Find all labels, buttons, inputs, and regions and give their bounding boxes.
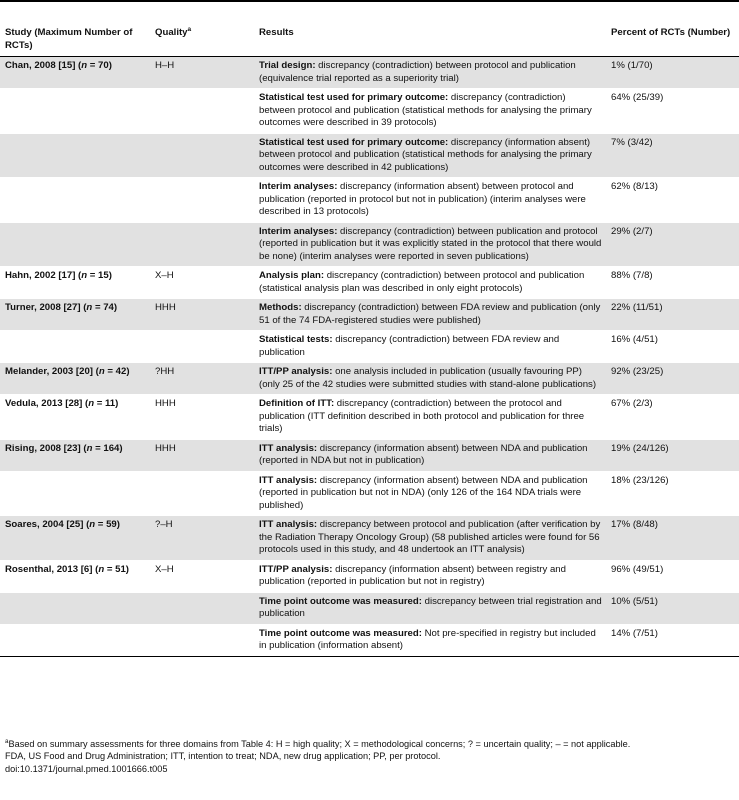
cell-study: [0, 57, 150, 89]
table-row: [0, 222, 739, 267]
result-heading: Interim analyses:: [259, 181, 338, 192]
cell-results: [254, 592, 606, 624]
study-n-symbol: n: [88, 398, 95, 409]
result-text: discrepancy (contradiction) between FDA review and publication: [259, 334, 560, 358]
study-n-value: = 164): [92, 442, 123, 454]
cell-results: [254, 395, 606, 440]
cell-percent: 18% (23/126): [606, 471, 739, 516]
cell-quality: [150, 624, 254, 656]
result-heading: Time point outcome was measured:: [259, 627, 422, 639]
result-heading: Statistical test used for primary outcome:: [259, 136, 449, 148]
result-heading: ITT analysis:: [259, 519, 318, 530]
cell-study: [0, 178, 150, 223]
table-footnotes: [5, 738, 735, 775]
cell-results: [254, 299, 606, 331]
cell-study: [0, 133, 150, 178]
cell-percent: 7% (3/42): [606, 133, 739, 178]
result-heading: ITT/PP analysis:: [259, 563, 333, 575]
result-heading: Time point outcome was measured:: [259, 595, 422, 607]
cell-quality: ?HH: [150, 363, 254, 395]
cell-percent: 29% (2/7): [606, 222, 739, 267]
cell-percent: 96% (49/51): [606, 560, 739, 592]
header-quality: [150, 24, 254, 57]
result-heading: Methods:: [259, 302, 302, 313]
cell-quality: [150, 331, 254, 363]
table-row: [0, 624, 739, 656]
result-heading: Interim analyses:: [259, 225, 338, 237]
table-row: [0, 395, 739, 440]
cell-quality: [150, 89, 254, 134]
cell-study: [0, 222, 150, 267]
table-row: [0, 363, 739, 395]
cell-results: [254, 89, 606, 134]
result-heading: Definition of ITT:: [259, 398, 335, 409]
cell-results: [254, 516, 606, 561]
study-name: Soares, 2004 [25] (: [5, 519, 90, 530]
cell-results: [254, 222, 606, 267]
study-n-value: = 74): [92, 302, 118, 313]
header-study: Study (Maximum Number of RCTs): [0, 24, 150, 57]
study-name: Vedula, 2013 [28] (: [5, 398, 89, 409]
study-n-symbol: n: [81, 60, 88, 71]
cell-quality: ?–H: [150, 516, 254, 561]
cell-quality: [150, 592, 254, 624]
cell-results: [254, 133, 606, 178]
study-name: Melander, 2003 [20] (: [5, 366, 99, 377]
cell-study: [0, 89, 150, 134]
cell-results: [254, 471, 606, 516]
cell-percent: 14% (7/51): [606, 624, 739, 656]
study-n-value: = 42): [104, 366, 130, 377]
cell-study: [0, 363, 150, 395]
footnote-abbreviations: FDA, US Food and Drug Administration; ITT, intention to treat; NDA, new drug application; PP, per protocol.: [5, 751, 441, 762]
table-row: [0, 516, 739, 561]
cell-results: [254, 363, 606, 395]
result-text: discrepancy (information absent) between protocol and publication (statistical methods for analysing the primary outcomes were described in 42 publications): [259, 136, 592, 173]
cell-percent: 92% (23/25): [606, 363, 739, 395]
cell-study: [0, 395, 150, 440]
cell-quality: HHH: [150, 439, 254, 471]
table-top-rule: [0, 0, 739, 2]
result-text: discrepancy (information absent) between NDA and publication (reported in publication but not in NDA) (only 126 of the 164 NDA trials were published): [259, 474, 588, 511]
result-text: discrepancy (information absent) between NDA and publication (reported in NDA but not in publication): [259, 442, 588, 466]
study-name: Chan, 2008 [15] (: [5, 60, 82, 71]
table-row: [0, 560, 739, 592]
header-quality-footnote-marker: a: [187, 25, 192, 33]
table-row: [0, 89, 739, 134]
header-quality-label: Quality: [155, 27, 188, 38]
cell-percent: 64% (25/39): [606, 89, 739, 134]
result-heading: Analysis plan:: [259, 270, 325, 281]
study-n-value: = 59): [95, 519, 120, 530]
study-name: Rosenthal, 2013 [6] (: [5, 563, 99, 575]
cell-percent: 17% (8/48): [606, 516, 739, 561]
study-name: Turner, 2008 [27] (: [5, 302, 87, 313]
cell-study: [0, 516, 150, 561]
result-text: discrepancy (contradiction) between the protocol and publication (ITT definition described in both protocol and publication for three trials): [259, 398, 585, 434]
table-row: [0, 471, 739, 516]
table-row: [0, 178, 739, 223]
cell-percent: 10% (5/51): [606, 592, 739, 624]
table-row: [0, 299, 739, 331]
results-table: [0, 24, 739, 657]
result-text: discrepancy (contradiction) between publication and protocol (reported in publication but it was explicitly stated in the protocol that there would be none) (interim analyses were reported in seven publications): [259, 225, 602, 262]
study-n-value: = 15): [87, 270, 112, 281]
result-heading: ITT/PP analysis:: [259, 366, 333, 377]
study-n-symbol: n: [86, 442, 93, 454]
cell-study: [0, 331, 150, 363]
footnote-doi: doi:10.1371/journal.pmed.1001666.t005: [5, 763, 168, 774]
results-table-container: [0, 24, 739, 657]
cell-study: [0, 471, 150, 516]
result-heading: ITT analysis:: [259, 442, 318, 454]
cell-quality: [150, 178, 254, 223]
cell-quality: X–H: [150, 560, 254, 592]
table-row: [0, 439, 739, 471]
table-body: [0, 57, 739, 657]
result-heading: Statistical tests:: [259, 334, 333, 345]
result-text: discrepancy (contradiction) between protocol and publication (equivalence trial reported as a superiority trial): [259, 60, 576, 84]
cell-quality: [150, 471, 254, 516]
result-text: Not pre-specified in registry but included in publication (information absent): [259, 627, 596, 651]
result-heading: ITT analysis:: [259, 474, 318, 486]
study-n-value: = 11): [94, 398, 119, 409]
result-text: discrepancy between protocol and publication (after verification by the Radiation Therapy Oncology Group) (58 published articles were found for 56 protocols used in this study, and 48 undertook an ITT analysis): [259, 519, 601, 555]
cell-percent: 67% (2/3): [606, 395, 739, 440]
result-text: discrepancy between trial registration and publication: [259, 595, 602, 619]
cell-percent: 1% (1/70): [606, 57, 739, 89]
study-name: Rising, 2008 [23] (: [5, 442, 87, 454]
cell-study: [0, 560, 150, 592]
cell-quality: [150, 133, 254, 178]
header-results: Results: [254, 24, 606, 57]
study-n-symbol: n: [81, 270, 88, 281]
cell-study: [0, 439, 150, 471]
footnote-quality: [5, 738, 735, 750]
cell-quality: [150, 222, 254, 267]
table-row: [0, 592, 739, 624]
result-text: one analysis included in publication (usually favouring PP) (only 25 of the 42 studies were submitted studies with stand-alone publications): [259, 366, 597, 390]
cell-percent: 19% (24/126): [606, 439, 739, 471]
cell-study: [0, 299, 150, 331]
result-text: discrepancy (contradiction) between protocol and publication (statistical analysis plan was described in only eight protocols): [259, 270, 585, 294]
study-n-value: = 51): [104, 563, 129, 575]
cell-results: [254, 331, 606, 363]
table-row: [0, 267, 739, 299]
cell-quality: H–H: [150, 57, 254, 89]
cell-quality: HHH: [150, 299, 254, 331]
cell-percent: 88% (7/8): [606, 267, 739, 299]
result-text: discrepancy (information absent) between protocol and publication (reported in protocol but not in publication) (interim analyses were described in 13 protocols): [259, 181, 586, 217]
cell-study: [0, 624, 150, 656]
cell-quality: X–H: [150, 267, 254, 299]
cell-percent: 22% (11/51): [606, 299, 739, 331]
result-heading: Trial design:: [259, 60, 316, 71]
cell-quality: HHH: [150, 395, 254, 440]
result-text: discrepancy (contradiction) between FDA review and publication (only 51 of the 74 FDA-registered studies were published): [259, 302, 601, 326]
cell-results: [254, 57, 606, 89]
study-n-symbol: n: [98, 366, 105, 377]
study-n-symbol: n: [86, 302, 93, 313]
cell-percent: 62% (8/13): [606, 178, 739, 223]
cell-results: [254, 439, 606, 471]
header-percent: Percent of RCTs (Number): [606, 24, 739, 57]
cell-results: [254, 560, 606, 592]
table-row: [0, 133, 739, 178]
cell-study: [0, 592, 150, 624]
study-n-symbol: n: [98, 563, 105, 575]
footnote-marker: a: [5, 737, 9, 745]
cell-results: [254, 178, 606, 223]
footnote-quality-text: Based on summary assessments for three domains from Table 4: H = high quality; X = methodological concerns; ? = uncertain quality; – = not applicable.: [8, 739, 631, 749]
result-text: discrepancy (information absent) between registry and publication (reported in publication but not in registry): [259, 563, 566, 587]
table-header-row: [0, 24, 739, 57]
cell-results: [254, 624, 606, 656]
study-name: Hahn, 2002 [17] (: [5, 270, 82, 281]
study-n-symbol: n: [89, 519, 96, 530]
result-heading: Statistical test used for primary outcome:: [259, 92, 449, 103]
cell-percent: 16% (4/51): [606, 331, 739, 363]
cell-study: [0, 267, 150, 299]
result-text: discrepancy (contradiction) between protocol and publication (statistical methods for analysing the primary outcomes were described in 39 protocols): [259, 92, 592, 128]
study-n-value: = 70): [87, 60, 112, 71]
table-row: [0, 57, 739, 89]
cell-results: [254, 267, 606, 299]
table-row: [0, 331, 739, 363]
